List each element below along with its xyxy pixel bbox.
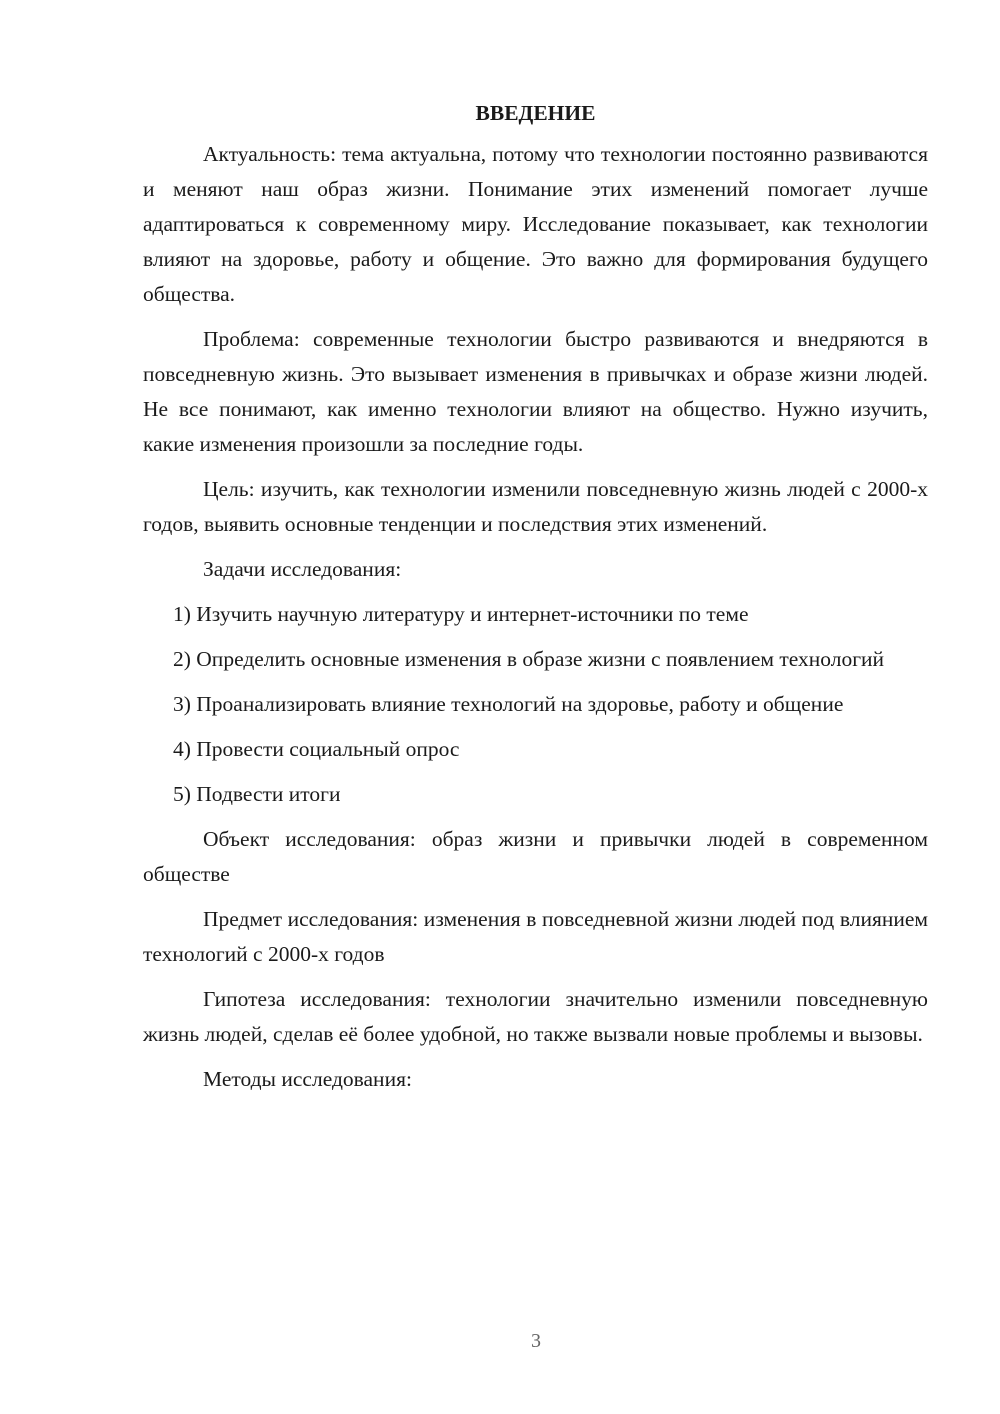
task-item-5: 5) Подвести итоги <box>173 782 341 806</box>
task-item-4: 4) Провести социальный опрос <box>173 737 460 761</box>
task-item-3: 3) Проанализировать влияние технологий на здоровье, работу и общение <box>173 692 844 716</box>
page-number: 3 <box>531 1330 541 1352</box>
task-item-1: 1) Изучить научную литературу и интернет-источники по теме <box>173 602 749 626</box>
tasks-heading: Задачи исследования: <box>203 557 402 581</box>
subject-paragraph: Предмет исследования: изменения в повседневной жизни людей под влиянием технологий с 2000-х годов <box>143 907 928 966</box>
document-page <box>143 96 928 1107</box>
relevance-paragraph: Актуальность: тема актуальна, потому что технологии постоянно развиваются и меняют наш образ жизни. Понимание этих изменений помогает лучше адаптироваться к современному миру. Исследование показывает, как технологии влияют на здоровье, работу и общение. Это важно для формирования будущего общества. <box>143 142 928 306</box>
methods-heading: Методы исследования: <box>203 1067 412 1091</box>
hypothesis-paragraph: Гипотеза исследования: технологии значительно изменили повседневную жизнь людей, сделав её более удобной, но также вызвали новые проблемы и вызовы. <box>143 987 928 1046</box>
object-paragraph: Объект исследования: образ жизни и привычки людей в современном обществе <box>143 827 928 886</box>
problem-paragraph: Проблема: современные технологии быстро развиваются и внедряются в повседневную жизнь. Это вызывает изменения в привычках и образе жизни людей. Не все понимают, как именно технологии влияют на общество. Нужно изучить, какие изменения произошли за последние годы. <box>143 327 928 456</box>
goal-paragraph: Цель: изучить, как технологии изменили повседневную жизнь людей с 2000-х годов, выявить основные тенденции и последствия этих изменений. <box>143 477 928 536</box>
section-title: ВВЕДЕНИЕ <box>475 101 596 125</box>
task-item-2: 2) Определить основные изменения в образе жизни с появлением технологий <box>173 647 885 671</box>
